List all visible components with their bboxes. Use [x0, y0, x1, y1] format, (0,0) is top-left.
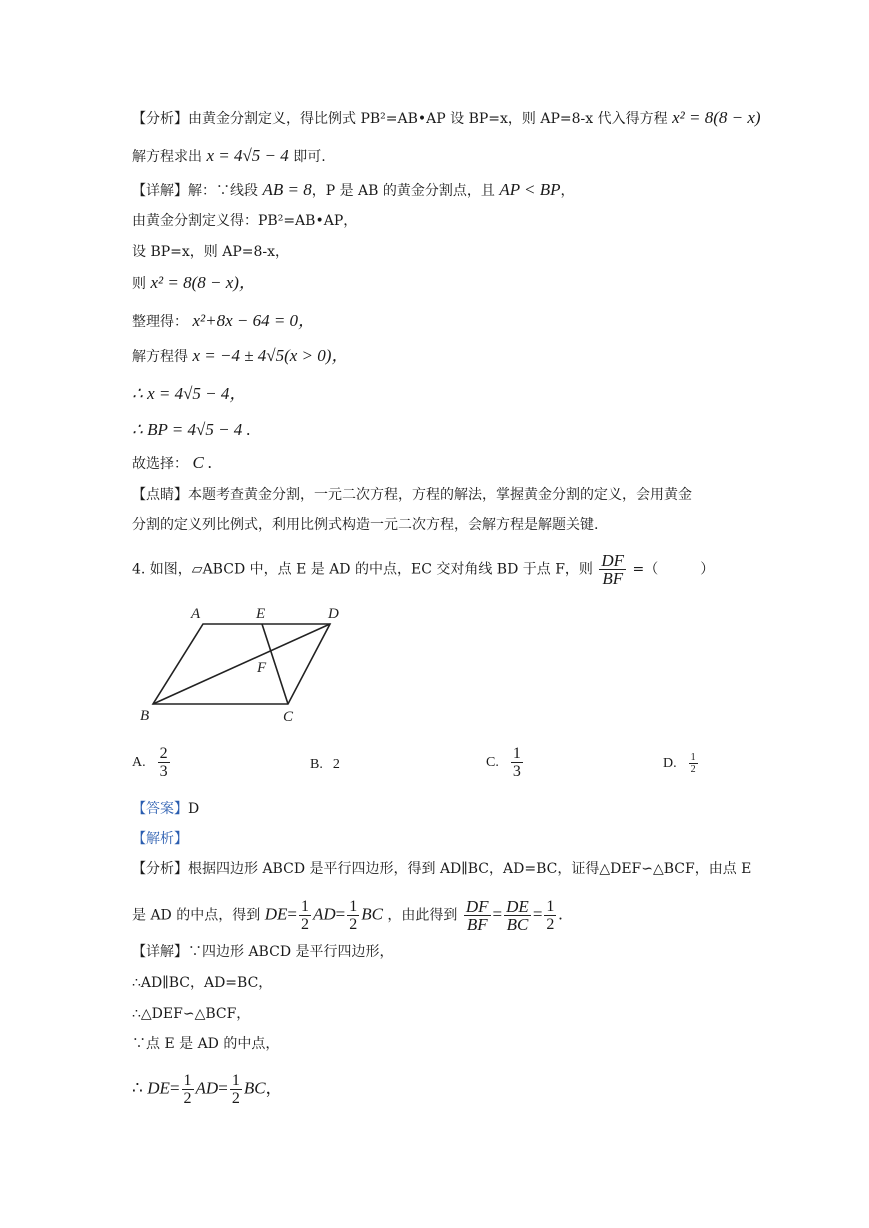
text: ∵四边形 ABCD 是平行四边形， — [188, 944, 394, 960]
q4-analysis-line-1 — [132, 859, 751, 879]
analysis-tag: 【分析】 — [132, 111, 188, 127]
detail-line-3: 设 BP=x，则 AP=8-x， — [132, 244, 290, 260]
comment-tag: 【点睛】 — [132, 487, 188, 503]
numerator: 2 — [159, 745, 168, 762]
text: 本题考查黄金分割，一元二次方程，方程的解法，掌握黄金分割的定义，会用黄金 — [188, 487, 692, 503]
analysis-text: 由黄金分割定义，得比例式 PB²=AB•AP 设 BP=x，则 AP=8-x 代入得方程 — [188, 111, 668, 127]
detail-tag: 【详解】 — [132, 183, 188, 199]
text: 解方程得 — [132, 349, 188, 365]
analysis-equation: x² = 8(8 − x) — [672, 108, 761, 127]
q4-detail-line-4: ∵点 E 是 AD 的中点， — [132, 1036, 280, 1052]
text: 是 AD 的中点，得到 — [132, 907, 261, 924]
option-fraction — [689, 752, 698, 775]
numerator: 1 — [512, 745, 521, 762]
answer-line — [132, 799, 199, 819]
text: ，P 是 AB 的黄金分割点，且 — [311, 183, 495, 199]
option-d[interactable] — [663, 752, 700, 775]
answer-value: D — [188, 801, 200, 817]
text: ，由此得到 — [387, 907, 458, 924]
math: x² = 8(8 − x)， — [150, 273, 256, 292]
comment-line-2: 分割的定义列比例式，利用比例式构造一元二次方程，会解方程是解题关键. — [132, 517, 599, 533]
option-letter: C. — [486, 754, 499, 770]
label-f: F — [257, 660, 267, 676]
question-4-stem — [132, 552, 714, 587]
detail-tag: 【详解】 — [132, 944, 188, 960]
detail-line-9 — [132, 453, 212, 474]
option-letter: D. — [663, 755, 677, 771]
option-fraction — [158, 745, 170, 780]
parallelogram-figure — [135, 600, 355, 730]
detail-line-1 — [132, 180, 575, 201]
explain-tag: 【解析】 — [132, 831, 188, 847]
diagonal-bd — [153, 624, 330, 704]
math: AP < BP — [499, 180, 561, 199]
numerator: DF — [601, 551, 625, 570]
q4-detail-line-5: ∴ DE= $\frac{1}{2}$ AD= $\frac{1}{2}$ BC， — [132, 1072, 283, 1107]
solution-equation: x = 4√5 − 4 — [206, 146, 289, 165]
label-b: B — [140, 708, 150, 724]
text: 整理得： — [132, 314, 188, 330]
text: 解：∵线段 — [188, 183, 258, 199]
math: x = −4 ± 4√5(x > 0)， — [192, 346, 349, 365]
option-letter: B. — [310, 757, 323, 772]
analysis-line-1 — [132, 108, 761, 129]
analysis-tag: 【分析】 — [132, 861, 188, 877]
option-letter: A. — [132, 754, 146, 770]
text: 故选择： — [132, 456, 188, 472]
q4-analysis-line-2: 是 AD 的中点，得到 DE= $\frac{1}{2}$ AD= $\frac{1}{2}$ BC ，由此得到 $\frac{DF}{BF}$ = $\frac{DE}{BC}$ = $\frac{1}{2}$ . — [132, 897, 563, 934]
text: 解方程求出 — [132, 149, 202, 165]
numerator: 1 — [690, 752, 696, 763]
frac-df-bf: $\frac{DF}{BF}$ — [465, 897, 489, 934]
text: 即可. — [293, 149, 326, 165]
q4-detail-line-1 — [132, 942, 394, 962]
text: ， — [560, 183, 575, 199]
detail-line-8: ∴ BP = 4√5 − 4 . — [132, 420, 251, 439]
denominator: 2 — [690, 764, 696, 775]
answer-tag: 【答案】 — [132, 801, 188, 817]
label-e: E — [256, 606, 266, 622]
option-fraction — [511, 745, 523, 780]
denominator: 3 — [159, 763, 168, 780]
q4-detail-line-2: ∴AD∥BC，AD=BC， — [132, 975, 273, 991]
option-b[interactable] — [310, 757, 340, 773]
math-de: DE — [264, 904, 288, 924]
label-d: D — [328, 606, 339, 622]
ratio-fraction — [599, 552, 626, 587]
option-value: 2 — [332, 757, 340, 772]
text: 4. 如图，▱ABCD 中，点 E 是 AD 的中点，EC 交对角线 BD 于点 F，则 — [132, 561, 593, 578]
text: 根据四边形 ABCD 是平行四边形，得到 AD∥BC，AD=BC，证得△DEF∽△BCF，由点 E — [188, 861, 752, 877]
option-a[interactable] — [132, 745, 172, 780]
detail-line-2: 由黄金分割定义得：PB²=AB•AP， — [132, 213, 358, 229]
detail-line-7: ∴ x = 4√5 − 4， — [132, 384, 247, 403]
detail-line-5 — [132, 311, 315, 332]
label-c: C — [283, 709, 294, 725]
q4-detail-line-3: ∴△DEF∽△BCF， — [132, 1006, 251, 1022]
comment-line-1 — [132, 485, 692, 505]
text: =（ ） — [632, 561, 715, 578]
option-c[interactable] — [486, 745, 525, 780]
analysis-line-2 — [132, 146, 326, 167]
denominator: BF — [602, 569, 624, 588]
detail-line-4 — [132, 273, 256, 294]
text: 则 — [132, 276, 146, 292]
math: AB = 8 — [262, 180, 312, 199]
label-a: A — [191, 606, 201, 622]
denominator: 3 — [512, 763, 521, 780]
answer-letter: C . — [192, 453, 213, 472]
math: x²+8x − 64 = 0， — [192, 311, 316, 330]
detail-line-6 — [132, 346, 348, 367]
